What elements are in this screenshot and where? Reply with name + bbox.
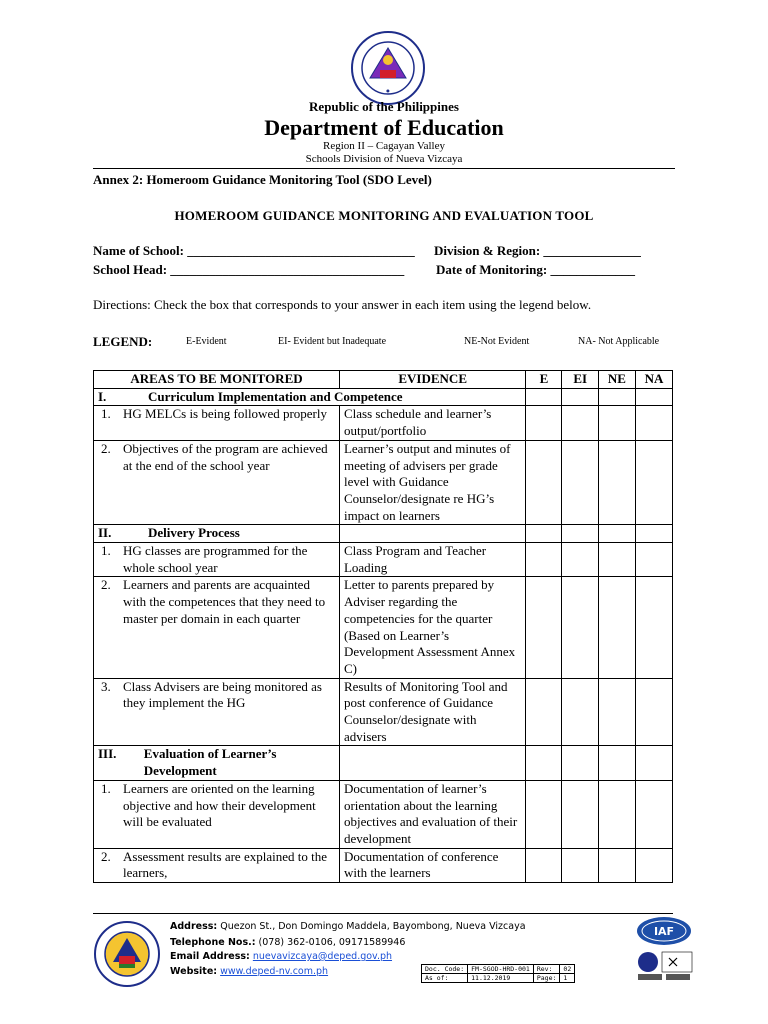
monitoring-table [93, 370, 673, 883]
evidence-cell: Class Program and Teacher Loading [339, 543, 525, 577]
check-cell-ne[interactable] [598, 746, 635, 780]
page-value: 1 [560, 974, 575, 983]
area-cell [94, 848, 340, 882]
legend-label: LEGEND: [93, 334, 153, 349]
check-cell-ei[interactable] [562, 388, 599, 406]
area-cell [94, 406, 340, 440]
check-cell-na[interactable] [635, 678, 672, 746]
asof-value: 11.12.2019 [468, 974, 534, 983]
table-row [94, 543, 673, 577]
check-cell-e[interactable] [526, 440, 562, 525]
evidence-cell: Documentation of conference with the learners [339, 848, 525, 882]
area-cell [94, 780, 340, 848]
check-cell-ne[interactable] [598, 678, 635, 746]
annex-title: Annex 2: Homeroom Guidance Monitoring Tool (SDO Level) [93, 172, 432, 187]
check-cell-ei[interactable] [562, 848, 599, 882]
deped-seal-logo [350, 30, 426, 106]
phone-value: (078) 362-0106, 09171589946 [258, 937, 406, 948]
header-areas: AREAS TO BE MONITORED [94, 371, 340, 389]
table-row [94, 848, 673, 882]
doc-code-label: Doc. Code: [422, 965, 468, 974]
table-row [94, 406, 673, 440]
check-cell-na[interactable] [635, 440, 672, 525]
evidence-cell [339, 525, 525, 543]
address-value: Quezon St., Don Domingo Maddela, Bayombong, Nueva Vizcaya [220, 921, 526, 932]
email-label: Email Address: [170, 951, 250, 962]
footer-website [170, 966, 328, 977]
item-area: Objectives of the program are achieved at the end of the school year [123, 440, 328, 473]
check-cell-e[interactable] [526, 525, 562, 543]
check-cell-e[interactable] [526, 406, 562, 440]
school-head-field: School Head: ____________________________________ [93, 262, 405, 277]
website-label: Website: [170, 966, 218, 977]
footer-divider [93, 913, 673, 914]
footer-seal-logo [93, 920, 161, 988]
header-e: E [526, 371, 562, 389]
area-cell [94, 440, 340, 525]
legend-ei: EI- Evident but Inadequate [278, 336, 387, 347]
directions-text: Directions: Check the box that corresponds to your answer in each item using the legend below. [93, 297, 592, 312]
check-cell-ne[interactable] [598, 388, 635, 406]
check-cell-e[interactable] [526, 388, 562, 406]
footer-address [170, 921, 526, 932]
check-cell-ei[interactable] [562, 577, 599, 678]
evidence-cell: Learner’s output and minutes of meeting of advisers per grade level with Guidance Counselor/designate re HG’s impact on learners [339, 440, 525, 525]
website-link[interactable]: www.deped-nv.com.ph [220, 966, 329, 977]
iaf-text: IAF [653, 925, 675, 938]
page-label: Page: [533, 974, 560, 983]
header-na: NA [635, 371, 672, 389]
item-area: HG MELCs is being followed properly [123, 406, 328, 422]
check-cell-e[interactable] [526, 543, 562, 577]
check-cell-ei[interactable] [562, 525, 599, 543]
section-number: III. [98, 746, 117, 762]
check-cell-e[interactable] [526, 848, 562, 882]
area-cell [94, 678, 340, 746]
check-cell-e[interactable] [526, 577, 562, 678]
check-cell-ne[interactable] [598, 440, 635, 525]
tool-title: HOMEROOM GUIDANCE MONITORING AND EVALUATION TOOL [174, 208, 594, 223]
check-cell-ei[interactable] [562, 780, 599, 848]
header-ne: NE [598, 371, 635, 389]
check-cell-na[interactable] [635, 406, 672, 440]
check-cell-ne[interactable] [598, 406, 635, 440]
email-link[interactable]: nuevavizcaya@deped.gov.ph [252, 951, 393, 962]
legend-na: NA- Not Applicable [578, 336, 660, 347]
rev-value: 02 [560, 965, 575, 974]
check-cell-na[interactable] [635, 746, 672, 780]
region-text: Region II – Cagayan Valley [323, 140, 445, 152]
evidence-cell: Class schedule and learner’s output/portfolio [339, 406, 525, 440]
area-cell [94, 543, 340, 577]
department-title: Department of Education [264, 115, 504, 140]
division-region-field: Division & Region: _______________ [434, 243, 641, 258]
check-cell-ne[interactable] [598, 780, 635, 848]
doc-code-value: FM-SGOD-HRD-001 [468, 965, 534, 974]
address-label: Address: [170, 921, 218, 932]
section-number: II. [98, 525, 112, 541]
phone-label: Telephone Nos.: [170, 937, 256, 948]
table-header-row [94, 371, 673, 389]
item-number: 3. [101, 678, 111, 694]
evidence-cell [339, 746, 525, 780]
check-cell-e[interactable] [526, 780, 562, 848]
table-row [94, 780, 673, 848]
certification-badges [636, 950, 694, 988]
evidence-cell: Letter to parents prepared by Adviser regarding the competencies for the quarter (Based on Learner’s Development Assessment Annex C) [339, 577, 525, 678]
check-cell-ne[interactable] [598, 848, 635, 882]
evidence-cell: Results of Monitoring Tool and post conference of Guidance Counselor/designate with advisers [339, 678, 525, 746]
asof-label: As of: [422, 974, 468, 983]
section-label: Delivery Process [148, 525, 240, 541]
section-title-1 [94, 388, 526, 406]
check-cell-e[interactable] [526, 678, 562, 746]
item-area: Assessment results are explained to the learners, [123, 848, 327, 881]
item-number: 2. [101, 577, 111, 593]
footer-phone [170, 937, 405, 948]
check-cell-ne[interactable] [598, 525, 635, 543]
legend-e: E-Evident [186, 336, 227, 347]
evidence-cell: Documentation of learner’s orientation about the learning objectives and evaluation of their development [339, 780, 525, 848]
section-label: Evaluation of Learner’s Development [143, 746, 277, 779]
footer-email [170, 951, 392, 962]
check-cell-ne[interactable] [598, 577, 635, 678]
section-row [94, 525, 673, 543]
section-row [94, 746, 673, 780]
check-cell-ei[interactable] [562, 440, 599, 525]
check-cell-na[interactable] [635, 525, 672, 543]
item-number: 2. [101, 848, 111, 864]
legend-ne: NE-Not Evident [464, 336, 530, 347]
doc-row [422, 965, 575, 974]
check-cell-ei[interactable] [562, 678, 599, 746]
check-cell-na[interactable] [635, 388, 672, 406]
area-cell [94, 577, 340, 678]
header-divider [93, 168, 675, 169]
item-number: 1. [101, 543, 111, 559]
check-cell-e[interactable] [526, 746, 562, 780]
item-area: Learners and parents are acquainted with the competences that they need to master per domain in each quarter [123, 577, 326, 626]
table-row [94, 440, 673, 525]
section-title-2 [94, 525, 340, 543]
check-cell-na[interactable] [635, 577, 672, 678]
check-cell-na[interactable] [635, 780, 672, 848]
doc-row [422, 974, 575, 983]
table-row [94, 577, 673, 678]
item-area: HG classes are programmed for the whole school year [123, 543, 308, 575]
check-cell-ei[interactable] [562, 746, 599, 780]
table-row [94, 678, 673, 746]
check-cell-ei[interactable] [562, 543, 599, 577]
section-number: I. [98, 388, 107, 404]
date-monitoring-field: Date of Monitoring: _____________ [436, 262, 635, 277]
check-cell-na[interactable] [635, 848, 672, 882]
item-number: 1. [101, 780, 111, 796]
item-number: 1. [101, 406, 111, 422]
item-area: Learners are oriented on the learning objective and how their development will be evaluated [123, 780, 316, 830]
rev-label: Rev: [533, 965, 560, 974]
item-number: 2. [101, 440, 111, 456]
svg-text:●: ● [386, 88, 390, 93]
check-cell-ne[interactable] [598, 543, 635, 577]
iaf-logo [636, 916, 692, 946]
item-area: Class Advisers are being monitored as they implement the HG [123, 678, 322, 711]
section-title-3 [94, 746, 340, 780]
check-cell-na[interactable] [635, 543, 672, 577]
division-text: Schools Division of Nueva Vizcaya [305, 153, 463, 165]
republic-heading: Republic of the Philippines [309, 99, 459, 114]
check-cell-ei[interactable] [562, 406, 599, 440]
school-name-field: Name of School: ___________________________________ [93, 243, 415, 258]
header-evidence: EVIDENCE [339, 371, 525, 389]
header-ei: EI [562, 371, 599, 389]
section-label: Curriculum Implementation and Competence [148, 388, 403, 404]
document-control-table [421, 964, 575, 983]
section-row [94, 388, 673, 406]
